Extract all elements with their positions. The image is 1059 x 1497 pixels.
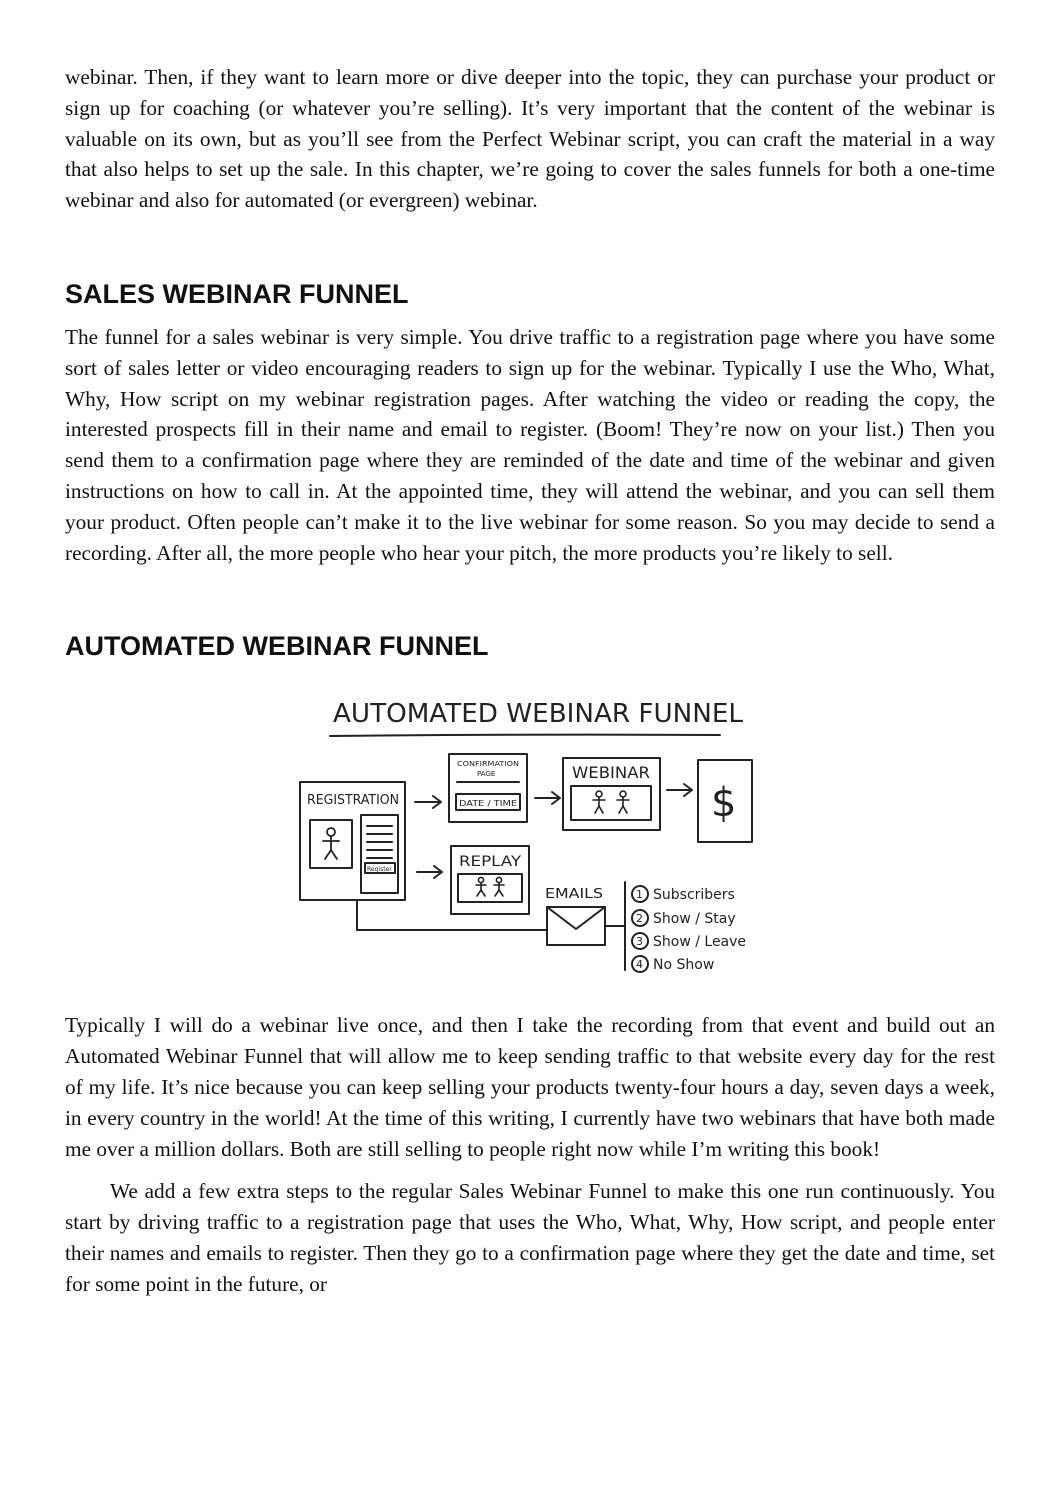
intro-paragraph: webinar. Then, if they want to learn more or dive deeper into the topic, they can purchase your product or sign up for coaching (or whatever you’re selling). It’s very important that the content of the webinar is valuable on its own, but as you’ll see from the Perfect Webinar script, you can craft the material in a way that also helps to set up the sale. In this chapter, we’re going to cover the sales funnels for both a one-time webinar and also for automated (or evergreen) webinar. bbox=[65, 65, 995, 213]
confirmation-page-label: PAGE bbox=[477, 770, 496, 779]
automated-webinar-paragraph-2: We add a few extra steps to the regular Sales Webinar Funnel to make this one run continuously. You start by driving traffic to a registration page that uses the Who, What, Why, How script, and people enter their names and emails to register. Then they go to a confirmation page where they get the date and time, set for some point in the future, or bbox=[65, 1179, 995, 1296]
registration-label: REGISTRATION bbox=[307, 793, 399, 809]
webinar-screen bbox=[571, 786, 651, 820]
arrow-right-icon bbox=[415, 796, 441, 808]
automated-webinar-paragraph-1: Typically I will do a webinar live once, and then I take the recording from that event and build out an Automated Webinar Funnel that will allow me to keep sending traffic to that website every day for the rest of my life. It’s nice because you can keep selling your products twenty-four hours a day, seven days a week, in every country in the world! At the time of this writing, I currently have two webinars that have both made me over a million dollars. Both are still selling to people right now while I’m writing this book! bbox=[65, 1013, 995, 1161]
arrow-right-icon bbox=[417, 866, 442, 878]
sales-webinar-paragraph: The funnel for a sales webinar is very simple. You drive traffic to a registration page where you have some sort of sales letter or video encouraging readers to sign up for the webinar. Typically I use the Who, What, Why, How script on my webinar registration pages. After watching the video or reading the copy, the interested prospects fill in their name and email to register. (Boom! They’re now on your list.) Then you send them to a confirmation page where they are reminded of the date and time of the webinar and given instructions on how to call in. At the appointed time, they will attend the webinar, and you can sell them your product. Often people can’t make it to the live webinar for some reason. So you may decide to send a recording. After all, the more people who hear your pitch, the more products you’re likely to sell. bbox=[65, 324, 995, 565]
segment-4-label: No Show bbox=[653, 957, 715, 974]
segment-4-number: 4 bbox=[636, 958, 643, 972]
confirmation-label: CONFIRMATION bbox=[457, 760, 519, 769]
person-icon bbox=[323, 828, 339, 859]
automated-webinar-heading: AUTOMATED WEBINAR FUNNEL bbox=[65, 631, 489, 662]
register-button-label: Register bbox=[367, 866, 392, 874]
audience-icon bbox=[593, 791, 629, 813]
segment-3-number: 3 bbox=[636, 935, 643, 949]
audience-icon bbox=[476, 878, 504, 897]
sales-webinar-heading: SALES WEBINAR FUNNEL bbox=[65, 278, 409, 309]
arrow-right-icon bbox=[535, 792, 560, 804]
replay-screen bbox=[458, 874, 522, 902]
segment-2-label: Show / Stay bbox=[653, 911, 736, 928]
replay-label: REPLAY bbox=[459, 854, 522, 871]
title-underline bbox=[330, 735, 720, 736]
emails-label: EMAILS bbox=[545, 887, 603, 903]
page-content bbox=[65, 62, 995, 1300]
envelope-icon bbox=[547, 907, 605, 945]
segment-2-number: 2 bbox=[636, 912, 643, 926]
segment-1-number: 1 bbox=[636, 888, 643, 902]
funnel-diagram-svg bbox=[65, 664, 995, 1004]
date-time-label: DATE / TIME bbox=[459, 799, 517, 809]
segment-1-label: Subscribers bbox=[653, 887, 735, 904]
webinar-label: WEBINAR bbox=[572, 763, 650, 783]
diagram-title: AUTOMATED WEBINAR FUNNEL bbox=[333, 699, 744, 730]
dollar-label: $ bbox=[711, 780, 737, 827]
segment-3-label: Show / Leave bbox=[653, 934, 747, 951]
funnel-diagram bbox=[65, 664, 995, 1004]
arrow-right-icon bbox=[667, 784, 692, 796]
